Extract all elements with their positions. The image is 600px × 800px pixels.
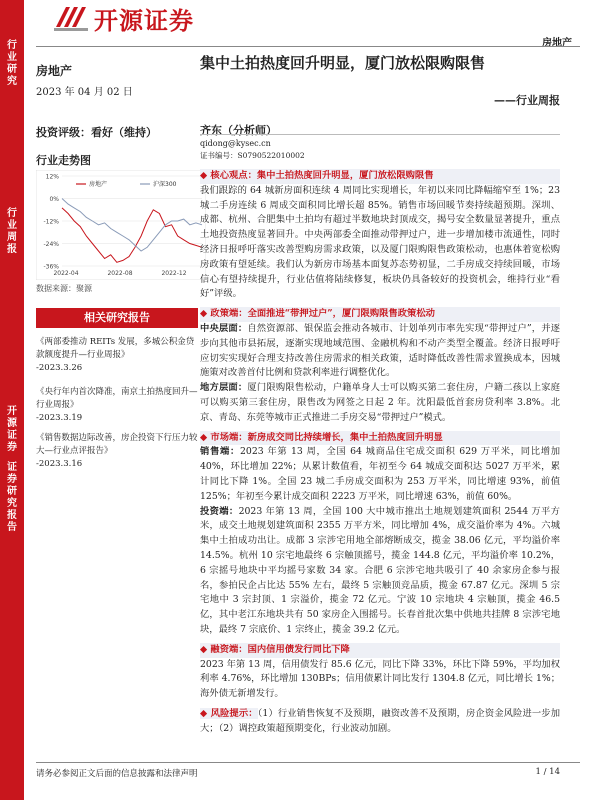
paragraph-text: 2023 年第 13 周，全国 64 城商品住宅成交面积 629 万平米，同比增加 40%，环比增加 22%；从累计数值看，年初至今 64 城成交面积达 5027 万平米，累计同比下降 1%。全国 23 城二手房成交面积为 253 万平米，同比增速 93%，前值 125%；年初至今累计成交面积 2223 万平米，同比增速 63%，前值 60%。 — [200, 446, 560, 502]
page-number: 1 / 14 — [535, 767, 560, 777]
side-label-char: 业 — [7, 220, 17, 231]
chart-y-tick-label: -12% — [43, 218, 59, 226]
related-report-title: 《销售数据边际改善，房企投资下行压力较大—行业点评报告》 — [36, 433, 198, 456]
related-reports-heading: 相关研究报告 — [36, 308, 198, 328]
related-report-date: -2023.3.19 — [36, 413, 83, 423]
disclaimer-note: 请务必参阅正文后面的信息披露和法律声明 — [36, 769, 198, 779]
financing-paragraph: 2023 年第 13 周，信用债发行 85.6 亿元，同比下降 33%，环比下降 59%，平均加权利率 4.76%，环比增加 130BPs；信用债累计同比发行 1304.8 亿元，同比增长 1%；海外债无新增发行。 — [200, 658, 560, 700]
trend-chart-heading: 行业走势图 — [36, 154, 91, 167]
core-view-paragraph: 我们跟踪的 64 城新房面积连续 4 周同比实现增长，年初以来同比降幅缩窄至 1%；23 城二手房连续 6 周成交面积同比增长超 85%。销售市场回暖节奏持续超预期。深圳、成都、杭州、合肥集中土拍均有超过半数地块封顶成交，揭号安全数量显著提升，重点土地投资热度显著回升。中央两部委全面推动带押过户，进一步增加楼市流通性，同时经济日报呼吁落实改善型购房需求政策，以及厦门限购限售政策松动，也惠体着宽松购房政策有望延续。我们认为新房市场基本面复苏态势初显，二手房成交持续回暖，市场信心有望持续提升，行业估值将陆续修复，板块仍具备较好的投资机会，维持行业“看好”评级。 — [200, 184, 560, 300]
chart-legend-label: 沪深300 — [153, 181, 177, 188]
local-policy-paragraph — [200, 381, 560, 425]
trend-chart — [36, 170, 206, 280]
paragraph-text: 2023 年第 13 周，全国 100 大中城市推出土地规划建筑面积 2544 万平方米，成交土地规划建筑面积 2355 万平方米，同比增加 4%，成交溢价率为 4%。六城集中土拍成功出让。成都 3 宗涉宅用地全部熔断成交，揽金 38.06 亿元，平均溢价率 14.5%。杭州 10 宗宅地最终 6 宗触顶摇号，揽金 144.8 亿元，平均溢价率 10.2%，6 宗摇号地块中平均摇号家数 34 家。合肥 6 宗涉宅地共吸引了 40 余家房企参与报名，参拍民企占比达 55% 左右，最终 5 宗触顶竞品质，揽金 67.87 亿元。深圳 5 宗宅地中 3 宗封顶、1 宗溢价，揽金 72 亿元。宁波 10 宗地块 4 宗触顶，揽金 46.5 亿，其中老江东地块共有 50 家房企入围摇号。长春首批次集中供地共挂牌 8 宗涉宅地块，最终 7 宗底价、1 宗终止，揽金 39.2 亿元。 — [200, 505, 560, 635]
side-label-char: 告 — [7, 522, 17, 533]
chart-x-tick-label: 2022-08 — [107, 270, 133, 277]
paragraph-text: 自然资源部、银保监会推动各城市、计划单列市率先实现“带押过户”，并逐步向其他市县拓展，逐渐实现地域范围、金融机构和不动产类型全覆盖。经济日报呼吁应切实实现好合理支持改善住房需求的相关政策，适时降低改善性需求置换成本，因城施策对改善首付比例和贷款利率进行调整优化。 — [200, 322, 560, 379]
report-body — [200, 164, 560, 736]
chart-y-tick-label: -24% — [43, 241, 59, 248]
report-date: 2023 年 04 月 02 日 — [36, 87, 133, 98]
policy-heading: ◆ 政策端：全面推进“带押过户”，厦门限购限售政策松动 — [200, 307, 560, 322]
side-label-research-report — [0, 462, 24, 534]
related-report-item[interactable] — [36, 336, 198, 375]
company-logo — [54, 2, 194, 34]
core-view-heading: ◆ 核心观点：集中土拍热度回升明显，厦门放松限购限售 — [200, 169, 560, 184]
risk-heading: ◆ 风险提示： — [200, 708, 258, 719]
footer-divider — [36, 762, 580, 763]
related-report-item[interactable] — [36, 386, 198, 425]
side-label-char: 源 — [7, 418, 17, 429]
risk-paragraph — [200, 707, 560, 737]
side-label-char: 究 — [7, 76, 17, 87]
analyst-name: 齐东（分析师） — [200, 124, 277, 137]
side-label-weekly — [0, 208, 24, 256]
paragraph-text: 厦门限购限售松动，户籍单身人士可以购买第二套住房，户籍二孩以上家庭可以购买第三套住房，限售改为网签之日起 2 年。沈阳最低首套房贷利率 3.8%。北京、青岛、东莞等城市正式推进二手房交易“带押过户”模式。 — [200, 382, 560, 423]
chart-frame — [36, 170, 206, 280]
side-label-kaiyuan — [0, 406, 24, 454]
side-label-char: 券 — [7, 442, 17, 453]
side-label-char: 开 — [7, 406, 17, 417]
side-label-char: 证 — [7, 430, 17, 441]
side-label-char: 研 — [7, 486, 17, 497]
side-label-char: 报 — [7, 244, 17, 255]
paragraph-lead: 销售端： — [200, 446, 241, 458]
sales-paragraph — [200, 445, 560, 504]
analyst-certificate: 证书编号：S0790522010002 — [200, 151, 305, 160]
side-label-char: 证 — [7, 462, 17, 473]
paragraph-lead: 中央层面： — [200, 322, 248, 334]
related-report-title: 《央行年内首次降准，南京土拍热度回升—行业周报》 — [36, 387, 198, 410]
chart-y-tick-label: -36% — [43, 263, 59, 271]
header-divider — [36, 46, 580, 47]
side-label-char: 行 — [7, 40, 17, 51]
chart-x-tick-label: 2022-12 — [161, 270, 187, 277]
market-heading: ◆ 市场端：新房成交同比持续增长，集中土拍热度回升明显 — [200, 431, 560, 446]
analyst-divider — [200, 134, 560, 135]
related-report-title: 《两部委推动 REITs 发展，多城公积金贷款额度提升—行业周报》 — [36, 337, 195, 360]
side-label-industry-research — [0, 40, 24, 88]
paragraph-lead: 投资端： — [200, 505, 239, 517]
financing-heading: ◆ 融资端：国内信用债发行同比下降 — [200, 643, 560, 658]
chart-x-tick-label: 2022-04 — [53, 270, 79, 277]
logo-mark-icon — [54, 5, 88, 31]
analyst-email[interactable]: qidong@kysec.cn — [200, 139, 271, 148]
side-label-char: 周 — [7, 232, 17, 243]
investment-rating: 投资评级：看好（维持） — [36, 126, 157, 139]
side-label-char: 报 — [7, 510, 17, 521]
logo-text: 开源证券 — [94, 6, 194, 35]
related-report-date: -2023.3.16 — [36, 459, 83, 469]
central-policy-paragraph — [200, 322, 560, 381]
investment-paragraph — [200, 505, 560, 638]
chart-y-tick-label: 12% — [45, 173, 59, 181]
related-report-item[interactable] — [36, 432, 198, 471]
data-source: 数据来源：聚源 — [36, 284, 92, 293]
paragraph-text: （1）行业销售恢复不及预期，融资改善不及预期，房企资金风险进一步加大；（2）调控政策超预期变化，行业波动加剧。 — [200, 707, 560, 734]
paragraph-lead: 地方层面： — [200, 382, 248, 394]
report-title: 集中土拍热度回升明显，厦门放松限购限售 — [200, 54, 486, 72]
chart-legend-label: 房地产 — [89, 181, 108, 188]
chart-y-tick-label: 0% — [49, 196, 59, 203]
side-label-char: 研 — [7, 64, 17, 75]
report-type: ——行业周报 — [494, 94, 560, 107]
side-label-char: 业 — [7, 52, 17, 63]
side-bar — [0, 0, 24, 800]
related-report-date: -2023.3.26 — [36, 363, 83, 373]
corner-industry-tag: 房地产 — [542, 38, 572, 49]
industry-label: 房地产 — [36, 64, 73, 78]
side-label-char: 究 — [7, 498, 17, 509]
side-label-char: 行 — [7, 208, 17, 219]
side-label-char: 券 — [7, 474, 17, 485]
